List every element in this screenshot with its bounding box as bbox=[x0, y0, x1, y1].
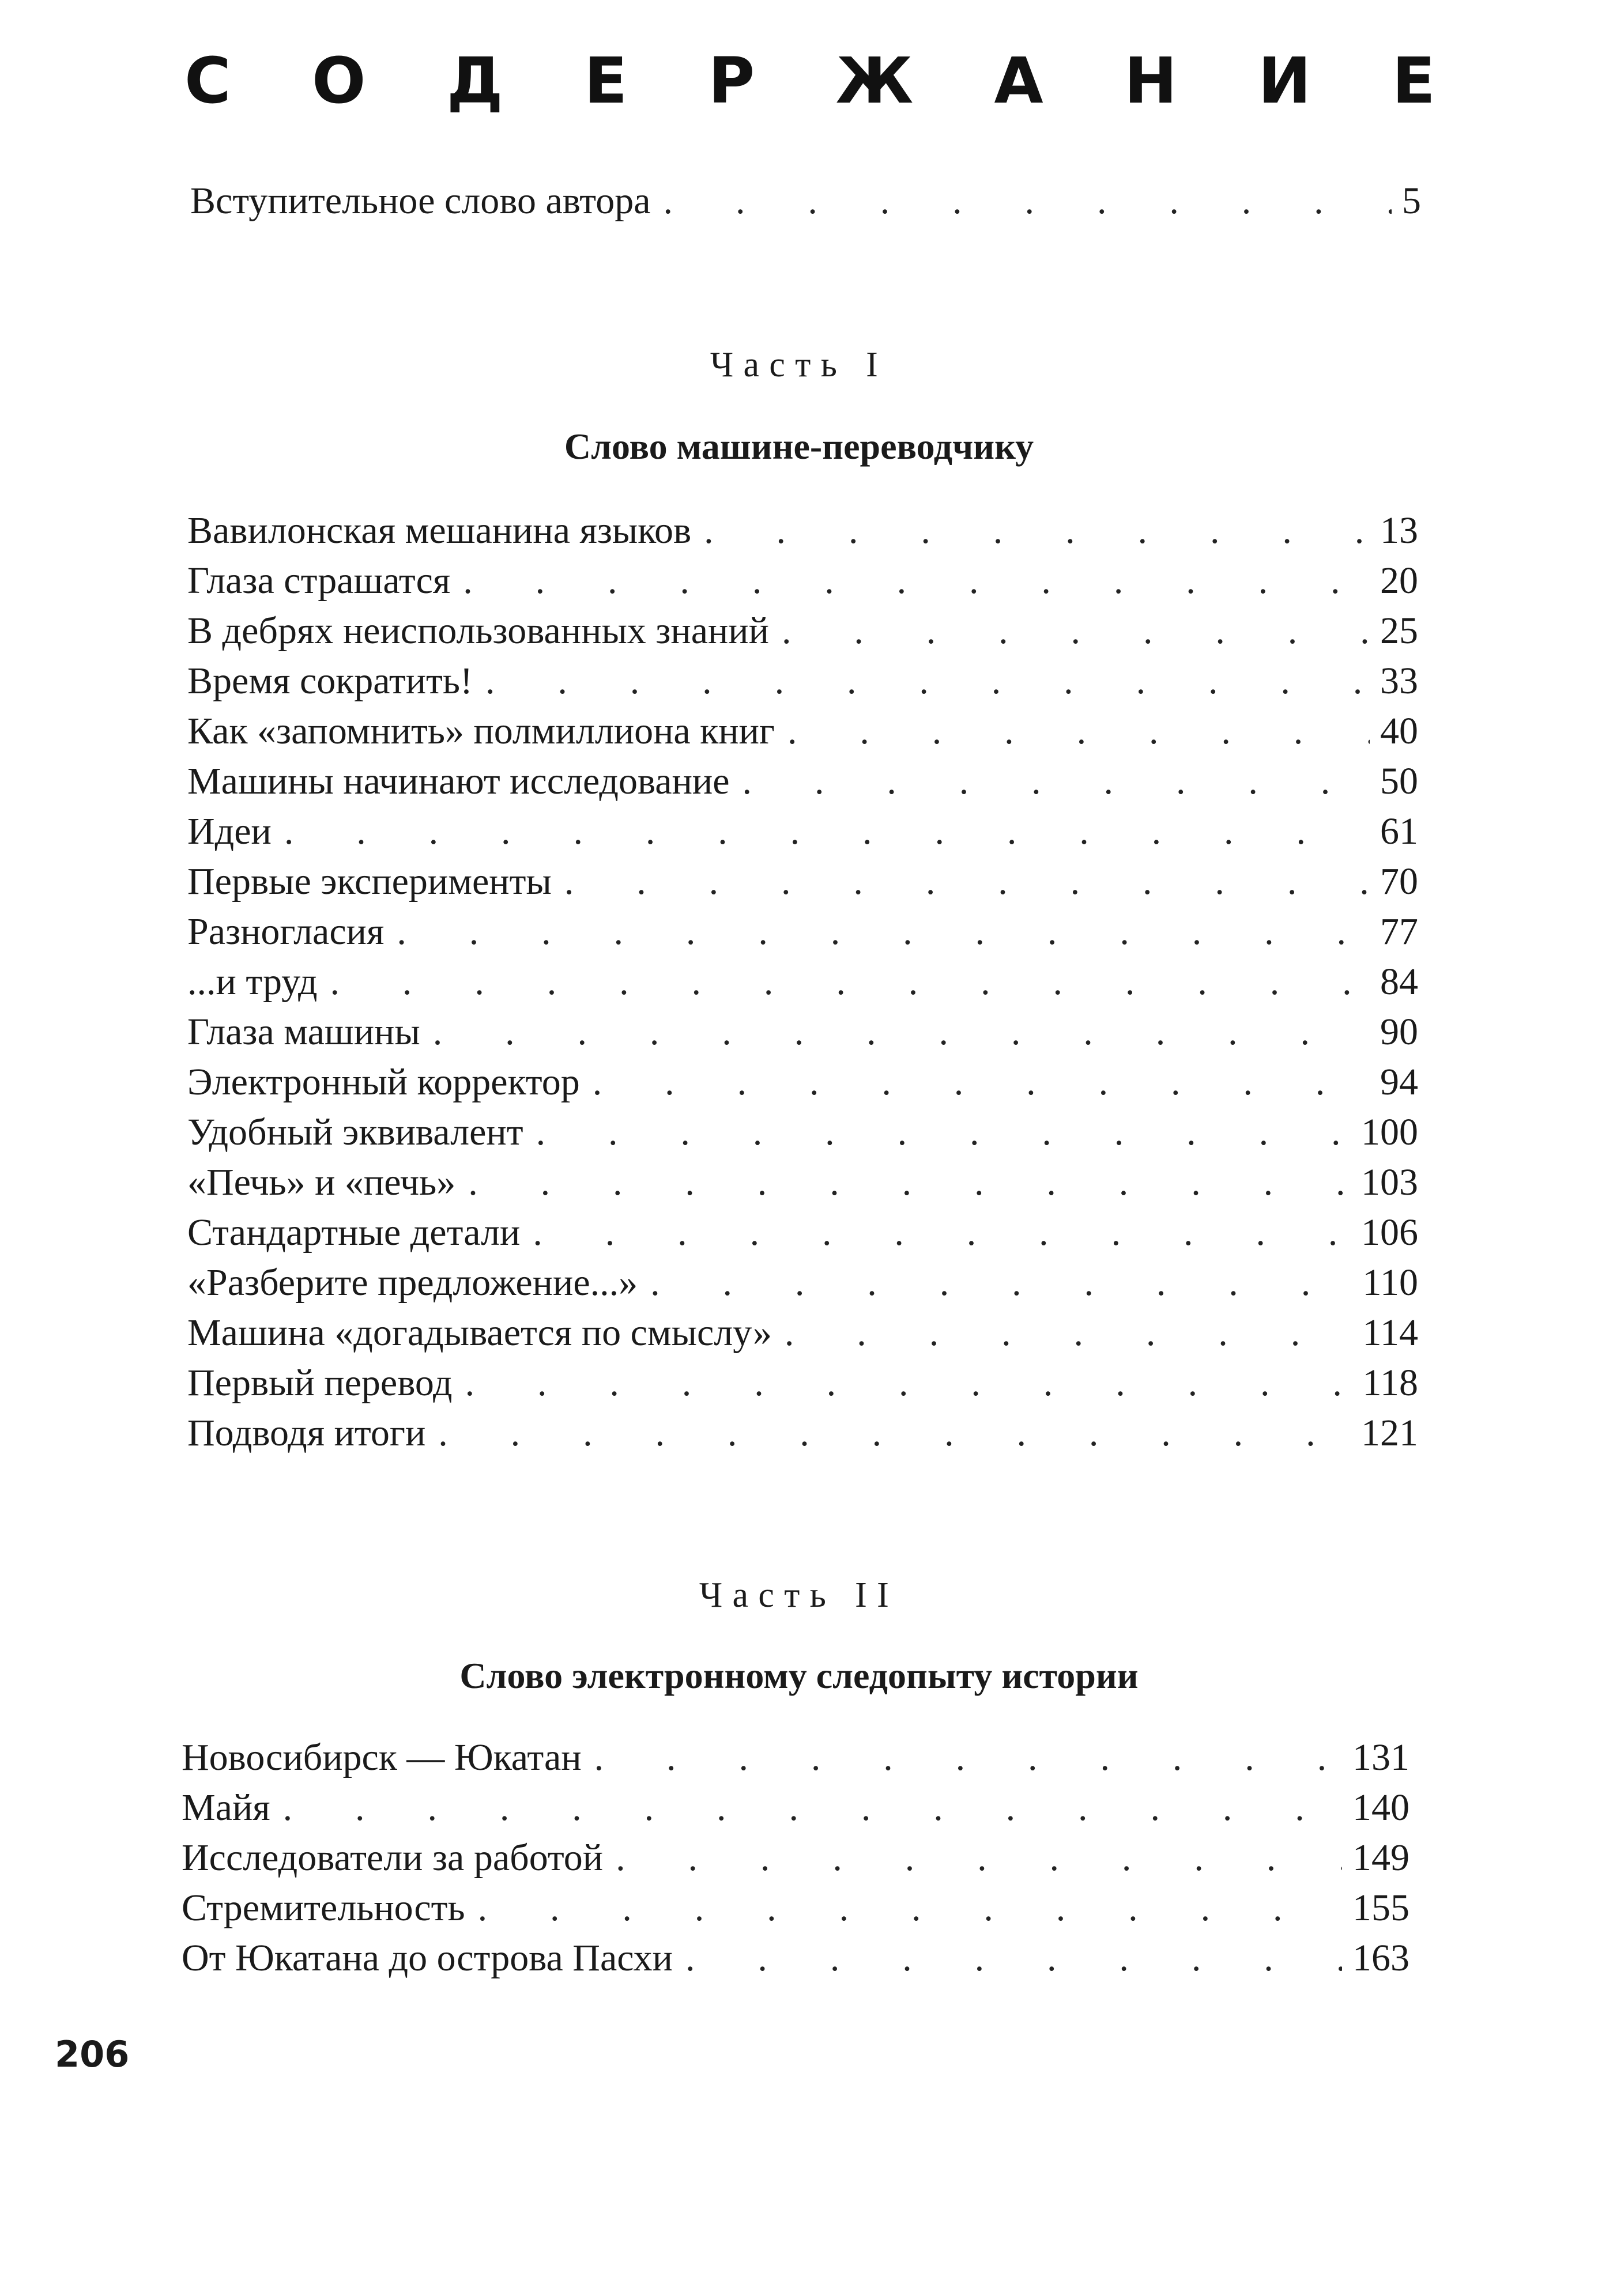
toc-entry-title: Как «запомнить» полмиллиона книг bbox=[187, 710, 775, 752]
toc-entry[interactable] bbox=[182, 1934, 1409, 1983]
toc-entry[interactable] bbox=[182, 1883, 1409, 1933]
toc-entry[interactable] bbox=[187, 1058, 1418, 1107]
leader-dots bbox=[330, 957, 1370, 1007]
leader-dots bbox=[616, 1833, 1342, 1883]
toc-entry-page: 121 bbox=[1361, 1412, 1418, 1454]
toc-entry-title: Разногласия bbox=[187, 911, 385, 953]
toc-entry-title: Исследователи за работой bbox=[182, 1837, 604, 1879]
toc-entry-title: «Разберите предложение...» bbox=[187, 1262, 638, 1304]
toc-entry-title: Время сократить! bbox=[187, 660, 473, 702]
heading-letter: И bbox=[1258, 44, 1311, 118]
toc-entry-page: 77 bbox=[1380, 911, 1418, 953]
toc-entry-page: 84 bbox=[1380, 961, 1418, 1003]
toc-entry[interactable] bbox=[187, 1358, 1418, 1408]
toc-entry[interactable] bbox=[187, 1158, 1418, 1207]
leader-dots bbox=[564, 857, 1370, 907]
toc-entry-title: Подводя итоги bbox=[187, 1412, 426, 1454]
leader-dots bbox=[433, 1007, 1370, 1057]
toc-entry-title: Удобный эквивалент bbox=[187, 1111, 523, 1153]
leader-dots bbox=[650, 1258, 1352, 1308]
leader-dots bbox=[785, 1308, 1352, 1358]
toc-entry-title: ...и труд bbox=[187, 961, 318, 1003]
leader-dots bbox=[485, 656, 1370, 706]
toc-entry[interactable] bbox=[187, 1408, 1418, 1458]
toc-entry-page: 50 bbox=[1380, 760, 1418, 802]
toc-entry-title: Стандартные детали bbox=[187, 1211, 521, 1253]
toc-entry[interactable] bbox=[187, 907, 1418, 957]
toc-entry-page: 114 bbox=[1362, 1312, 1418, 1354]
toc-entry-page: 33 bbox=[1380, 660, 1418, 702]
toc-entry-page: 106 bbox=[1361, 1211, 1418, 1253]
toc-entry[interactable] bbox=[187, 957, 1418, 1007]
toc-entry[interactable] bbox=[182, 1733, 1409, 1783]
toc-entry-title: Электронный корректор bbox=[187, 1061, 580, 1103]
leader-dots bbox=[787, 707, 1370, 756]
toc-entry-title: Идеи bbox=[187, 810, 272, 852]
toc-entry[interactable] bbox=[187, 556, 1418, 606]
leader-dots bbox=[438, 1408, 1351, 1458]
toc-entry-page: 61 bbox=[1380, 810, 1418, 852]
toc-entry-title: Вступительное слово автора bbox=[190, 180, 651, 222]
heading-letter: Е bbox=[584, 44, 628, 118]
toc-entry-title: Стремительность bbox=[182, 1887, 465, 1929]
toc-entry[interactable] bbox=[187, 1258, 1418, 1308]
leader-dots bbox=[594, 1733, 1342, 1783]
toc-entry[interactable] bbox=[187, 807, 1418, 856]
leader-dots bbox=[593, 1058, 1370, 1107]
toc-entry-page: 5 bbox=[1402, 180, 1421, 222]
toc-entry[interactable] bbox=[187, 606, 1418, 656]
toc-entry-title: От Юкатана до острова Пасхи bbox=[182, 1937, 673, 1979]
leader-dots bbox=[478, 1883, 1342, 1933]
part-2-title: Слово электронному следопыту истории bbox=[459, 1655, 1139, 1696]
toc-entry[interactable] bbox=[187, 506, 1418, 556]
page-number: 206 bbox=[55, 2033, 130, 2075]
toc-entry-title: Машина «догадывается по смыслу» bbox=[187, 1312, 772, 1354]
toc-entry-page: 94 bbox=[1380, 1061, 1418, 1103]
toc-entry[interactable] bbox=[187, 707, 1418, 756]
toc-entry-title: Новосибирск — Юкатан bbox=[182, 1736, 582, 1778]
leader-dots bbox=[685, 1934, 1342, 1983]
toc-entry[interactable] bbox=[182, 1833, 1409, 1883]
leader-dots bbox=[465, 1358, 1352, 1408]
heading-letter: Е bbox=[1392, 44, 1435, 118]
heading-letter: С bbox=[184, 44, 231, 118]
leader-dots bbox=[664, 176, 1392, 226]
toc-entry-title: Машины начинают исследование bbox=[187, 760, 730, 802]
toc-entry-page: 163 bbox=[1352, 1937, 1409, 1979]
toc-entry-page: 100 bbox=[1361, 1111, 1418, 1153]
leader-dots bbox=[283, 1783, 1342, 1833]
toc-entry[interactable] bbox=[187, 656, 1418, 706]
leader-dots bbox=[782, 606, 1370, 656]
toc-entry[interactable] bbox=[187, 1007, 1418, 1057]
toc-entry-page: 149 bbox=[1352, 1837, 1409, 1879]
toc-entry-title: В дебрях неиспользованных знаний bbox=[187, 610, 769, 652]
toc-entry-title: Первый перевод bbox=[187, 1362, 453, 1404]
heading-letter: Ж bbox=[835, 44, 914, 118]
toc-entry[interactable] bbox=[187, 757, 1418, 806]
leader-dots bbox=[284, 807, 1370, 856]
toc-entry-page: 110 bbox=[1362, 1262, 1418, 1304]
heading-letter: Н bbox=[1124, 44, 1178, 118]
toc-entry-page: 103 bbox=[1361, 1161, 1418, 1203]
toc-entry-intro[interactable] bbox=[190, 176, 1421, 226]
toc-entry[interactable] bbox=[187, 1308, 1418, 1358]
heading-letter: Д bbox=[446, 44, 503, 118]
part-2-label: Часть II bbox=[699, 1576, 899, 1615]
leader-dots bbox=[463, 556, 1370, 606]
leader-dots bbox=[704, 506, 1370, 556]
toc-entry-title: «Печь» и «печь» bbox=[187, 1161, 456, 1203]
toc-entry-page: 25 bbox=[1380, 610, 1418, 652]
toc-entry[interactable] bbox=[182, 1783, 1409, 1833]
toc-entry-page: 40 bbox=[1380, 710, 1418, 752]
leader-dots bbox=[743, 757, 1370, 806]
toc-entry-title: Майя bbox=[182, 1787, 270, 1829]
toc-entry[interactable] bbox=[187, 857, 1418, 907]
toc-entry-page: 155 bbox=[1352, 1887, 1409, 1929]
part-1-label: Часть I bbox=[710, 345, 888, 384]
toc-entry-page: 131 bbox=[1352, 1736, 1409, 1778]
leader-dots bbox=[397, 907, 1370, 957]
heading-letter: Р bbox=[708, 44, 755, 118]
contents-heading bbox=[184, 44, 1435, 118]
leader-dots bbox=[536, 1108, 1351, 1157]
toc-entry-title: Глаза машины bbox=[187, 1011, 420, 1053]
heading-letter: О bbox=[312, 44, 366, 118]
leader-dots bbox=[533, 1208, 1351, 1257]
toc-entry-page: 90 bbox=[1380, 1011, 1418, 1053]
heading-letter: А bbox=[994, 44, 1043, 118]
leader-dots bbox=[468, 1158, 1351, 1207]
toc-entry-page: 70 bbox=[1380, 860, 1418, 902]
toc-entry-page: 13 bbox=[1380, 509, 1418, 552]
toc-entry-page: 20 bbox=[1380, 560, 1418, 602]
toc-entry-page: 140 bbox=[1352, 1787, 1409, 1829]
part-1-title: Слово машине-переводчику bbox=[564, 426, 1034, 467]
toc-entry[interactable] bbox=[187, 1108, 1418, 1157]
toc-entry-title: Глаза страшатся bbox=[187, 560, 451, 602]
toc-entry-title: Вавилонская мешанина языков bbox=[187, 509, 692, 552]
toc-entry-page: 118 bbox=[1362, 1362, 1418, 1404]
toc-entry[interactable] bbox=[187, 1208, 1418, 1257]
toc-entry-title: Первые эксперименты bbox=[187, 860, 552, 902]
